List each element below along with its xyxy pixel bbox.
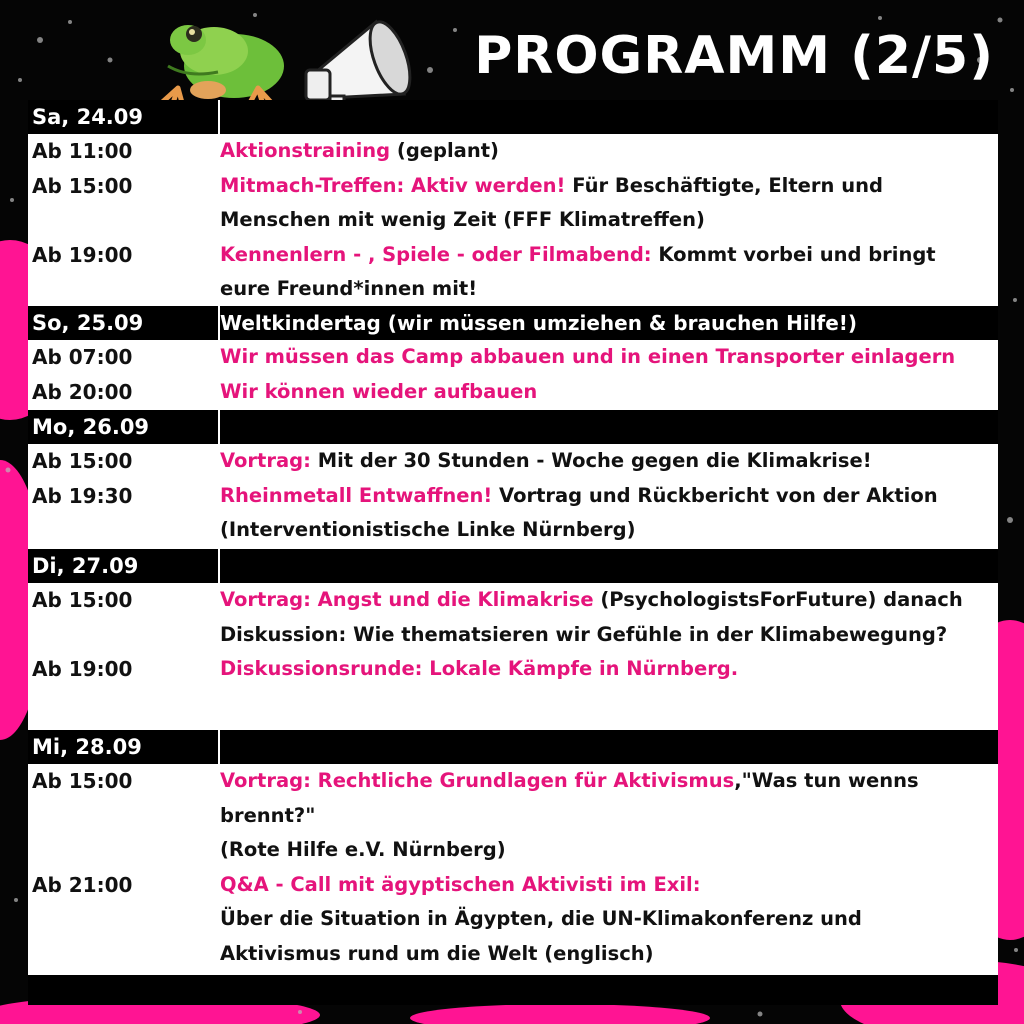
event-row xyxy=(28,652,998,687)
event-title: Mitmach-Treffen: Aktiv werden! xyxy=(220,173,566,197)
event-title: Vortrag: Rechtliche Grundlagen für Aktivismus xyxy=(220,769,735,792)
column-divider xyxy=(218,100,220,134)
event-time: Ab 07:00 xyxy=(32,345,133,369)
day-note: Weltkindertag (wir müssen umziehen & brauchen Hilfe!) xyxy=(220,311,858,335)
event-desc: ,"Was tun wenns brennt?" xyxy=(220,769,919,827)
day-header xyxy=(28,410,998,444)
column-divider xyxy=(218,549,220,583)
event-title: Q&A - Call mit ägyptischen Aktivisti im Exil: xyxy=(220,872,701,896)
event-row xyxy=(28,238,998,307)
event-row xyxy=(28,169,998,238)
event-title: Kennenlern - , Spiele - oder Filmabend: xyxy=(220,242,652,266)
event-time: Ab 15:00 xyxy=(32,588,133,612)
day-label: Sa, 24.09 xyxy=(32,105,144,129)
event-desc: Vortrag und Rückbericht von der Aktion (Interventionistische Linke Nürnberg) xyxy=(220,483,938,541)
event-desc: Für Beschäftigte, Eltern und Menschen mit wenig Zeit (FFF Klimatreffen) xyxy=(220,173,883,231)
day-section xyxy=(28,100,998,307)
event-desc-secondary: Über die Situation in Ägypten, die UN-Klimakonferenz und Aktivismus rund um die Welt (englisch) xyxy=(220,907,862,965)
day-label: Di, 27.09 xyxy=(32,554,139,578)
event-time: Ab 21:00 xyxy=(32,872,133,897)
day-header xyxy=(28,100,998,134)
event-time: Ab 11:00 xyxy=(32,139,133,163)
event-title: Vortrag: Angst und die Klimakrise xyxy=(220,588,594,611)
event-time: Ab 19:30 xyxy=(32,483,133,508)
event-row xyxy=(28,375,998,410)
event-title: Vortrag: xyxy=(220,449,311,472)
event-time: Ab 20:00 xyxy=(32,379,133,404)
day-header xyxy=(28,549,998,583)
event-time: Ab 15:00 xyxy=(32,449,133,473)
event-row xyxy=(28,479,998,548)
event-row xyxy=(28,583,998,652)
day-section xyxy=(28,306,998,409)
day-section xyxy=(28,730,998,971)
event-desc: (geplant) xyxy=(390,139,499,162)
event-time: Ab 15:00 xyxy=(32,769,133,793)
event-time: Ab 15:00 xyxy=(32,173,133,198)
event-row xyxy=(28,444,998,479)
day-header xyxy=(28,306,998,340)
event-row xyxy=(28,134,998,169)
event-title: Diskussionsrunde: Lokale Kämpfe in Nürnberg. xyxy=(220,657,739,680)
day-header xyxy=(28,730,998,764)
day-section xyxy=(28,549,998,687)
program-table xyxy=(28,100,998,1005)
column-divider xyxy=(218,730,220,764)
event-row xyxy=(28,764,998,868)
day-label: Mo, 26.09 xyxy=(32,415,150,439)
event-desc: Mit der 30 Stunden - Woche gegen die Klimakrise! xyxy=(310,449,872,472)
column-divider xyxy=(218,410,220,444)
event-title: Wir können wieder aufbauen xyxy=(220,379,538,403)
footer-bar xyxy=(28,975,998,1005)
event-title: Wir müssen das Camp abbauen und in einen Transporter einlagern xyxy=(220,345,956,368)
event-title: Rheinmetall Entwaffnen! xyxy=(220,483,493,507)
day-section xyxy=(28,410,998,548)
event-time: Ab 19:00 xyxy=(32,242,133,267)
event-row xyxy=(28,868,998,972)
event-desc: (PsychologistsForFuture) danach Diskussion: Wie thematsieren wir Gefühle in der Klimabewegung? xyxy=(220,588,963,646)
event-time: Ab 19:00 xyxy=(32,657,133,681)
event-title: Aktionstraining xyxy=(220,139,391,162)
event-desc-secondary: (Rote Hilfe e.V. Nürnberg) xyxy=(220,838,506,861)
day-label: So, 25.09 xyxy=(32,311,144,335)
event-row xyxy=(28,340,998,375)
page-title: PROGRAMM (2/5) xyxy=(474,26,994,86)
day-label: Mi, 28.09 xyxy=(32,735,142,759)
event-desc: Kommt vorbei und bringt eure Freund*innen mit! xyxy=(220,242,936,300)
